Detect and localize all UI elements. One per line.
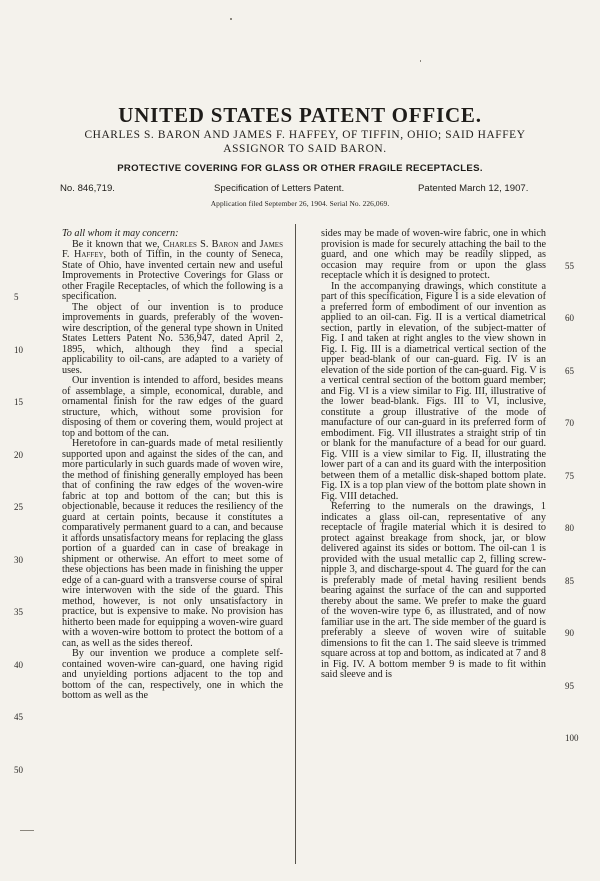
inventor-name: Charles S. Baron [162,238,239,250]
line-number: 80 [565,523,574,533]
line-number: 45 [14,712,23,722]
line-number: 10 [14,345,23,355]
line-number: 75 [565,471,574,481]
inventors-line-2: ASSIGNOR TO SAID BARON. [223,143,387,155]
scan-speck [148,300,150,301]
application-info: Application filed September 26, 1904. Serial No. 226,069. [210,199,390,208]
column-divider [295,224,296,864]
paragraph: Heretofore in can-guards made of metal resiliently supported upon and against the sides of the can, and more particularly in such guards made of woven wire, the method of finishing generally employed has been that of confining the raw edges of the woven-wire fabric at top and bottom of the can; but this is objectionable, because it reduces the resiliency of the guard at certain points, because it constitutes a comparatively permanent guard to a can, and because it affords unsatisfactory means for replacing the glass portion of a guarded can in case of breakage in shipment or otherwise. An effort to meet some of these objections has been made in finishing the upper edge of a can-guard with a transverse course of spiral wire interwoven with the side of the guard. This method, however, is not only unsatisfactory in practice, but is expensive to make. No provision has hitherto been made for equipping a woven-wire guard with a woven-wire bottom to protect the bottom of a can, as well as the sides thereof. [62,438,283,649]
paragraph: Referring to the numerals on the drawings, 1 indicates a glass oil-can, representative of any receptacle of fragile material which it is desired to protect against breakage from shock, jar, or blow delivered against its sides or bottom. The oil-can 1 is provided with the usual metallic cap 2, filling screw-nipple 3, and discharge-spout 4. The guard for the can is preferably made of metal having resilient bends bearing against the surface of the can and supported thereby about the same. We prefer to make the guard of the woven-wire type 6, as illustrated, and of now familiar use in the art. The side member of the guard is preferably a sleeve of woven wire of suitable dimensions to fit the can 1. The said sleeve is trimmed square across at top and bottom, as indicated at 7 and 8 in Fig. IV. A bottom member 9 is made to fit within said sleeve and is [321,501,546,680]
line-number: 20 [14,450,23,460]
text-run: Be it known that we, [72,238,163,250]
paragraph: By our invention we produce a complete self-contained woven-wire can-guard, one having rigid and unyielding portions adjacent to the top and bottom of the can, respectively, one in which the bottom as well as the [62,648,283,701]
line-number: 55 [565,261,574,271]
inventors-line-1: CHARLES S. BARON AND JAMES F. HAFFEY, OF TIFFIN, OHIO; SAID HAFFEY [84,129,526,141]
line-number: 50 [14,765,23,775]
line-number: 65 [565,366,574,376]
line-number: 90 [565,628,574,638]
inventor-name: James F. Haffey [62,238,283,260]
left-column [62,229,283,702]
patent-subject: PROTECTIVE COVERING FOR GLASS OR OTHER FRAGILE RECEPTACLES. [117,163,483,174]
paragraph [62,240,283,303]
paragraph: The object of our invention is to produce improvements in guards, preferably of the woven-wire description, of the general type shown in United States Letters Patent No. 536,947, dated April 2, 1895, which, although they find a special applicability to oil-cans, are adapted to a variety of uses. [62,301,283,376]
right-column [321,229,546,681]
line-number: 5 [14,292,19,302]
line-number: 15 [14,397,23,407]
specification-label: Specification of Letters Patent. [214,183,345,194]
paragraph: sides may be made of woven-wire fabric, one in which provision is made for securely attaching the bail to the guard, and one which may be readily slipped, as occasion may require from or upon the glass receptacle which it is designed to protect. [321,228,546,281]
line-number: 70 [565,418,574,428]
line-number: 100 [565,733,579,743]
scan-speck [20,830,34,831]
line-number: 60 [565,313,574,323]
line-number: 95 [565,681,574,691]
line-number: 30 [14,555,23,565]
text-run: and [238,238,260,250]
scan-speck [420,60,421,62]
line-number: 25 [14,502,23,512]
scan-speck [230,18,232,20]
office-title: UNITED STATES PATENT OFFICE. [118,103,482,127]
line-number: 35 [14,607,23,617]
line-number: 40 [14,660,23,670]
text-run: , both of Tiffin, in the county of Seneca, State of Ohio, have invented certain new and useful Improvements in Protective Coverings for Glass or other Fragile Receptacles, of which the following is a specification. [62,249,283,302]
paragraph: In the accompanying drawings, which constitute a part of this specification, Figure I is a side elevation of a preferred form of embodiment of our invention as applied to an oil-can. Fig. II is a vertical diametrical section, partly in elevation, of the subject-matter of Fig. I and taken at right angles to the view shown in Fig. I. Fig. III is a diametrical vertical section of the upper bead-blank of our can-guard. Fig. IV is an elevation of the side portion of the can-guard. Fig. V is a vertical central section of the bottom guard member; and Fig. VI is a view similar to Fig. III, illustrative of the lower bead-blank. Figs. III to VI, inclusive, constitute a group illustrative of the mode of manufacture of our can-guard in its preferred form of embodiment. Fig. VII illustrates a straight strip of tin or blank for the manufacture of a bead for our guard. Fig. VIII is a view similar to Fig. II, illustrating the lower part of a can and its guard with the interposition between them of a metallic disk-shaped bottom plate. Fig. IX is a top plan view of the bottom plate shown in Fig. VIII detached. [321,280,546,502]
salutation: To all whom it may concern: [62,228,179,239]
patent-number: No. 846,719. [60,183,115,194]
patented-date: Patented March 12, 1907. [418,183,529,194]
paragraph: Our invention is intended to afford, besides means of assemblage, a simple, economical, durable, and ornamental finish for the raw edges of the guard structure, which, without some provision for disposing of them or covering them, would project at top and bottom of the can. [62,375,283,439]
line-number: 85 [565,576,574,586]
